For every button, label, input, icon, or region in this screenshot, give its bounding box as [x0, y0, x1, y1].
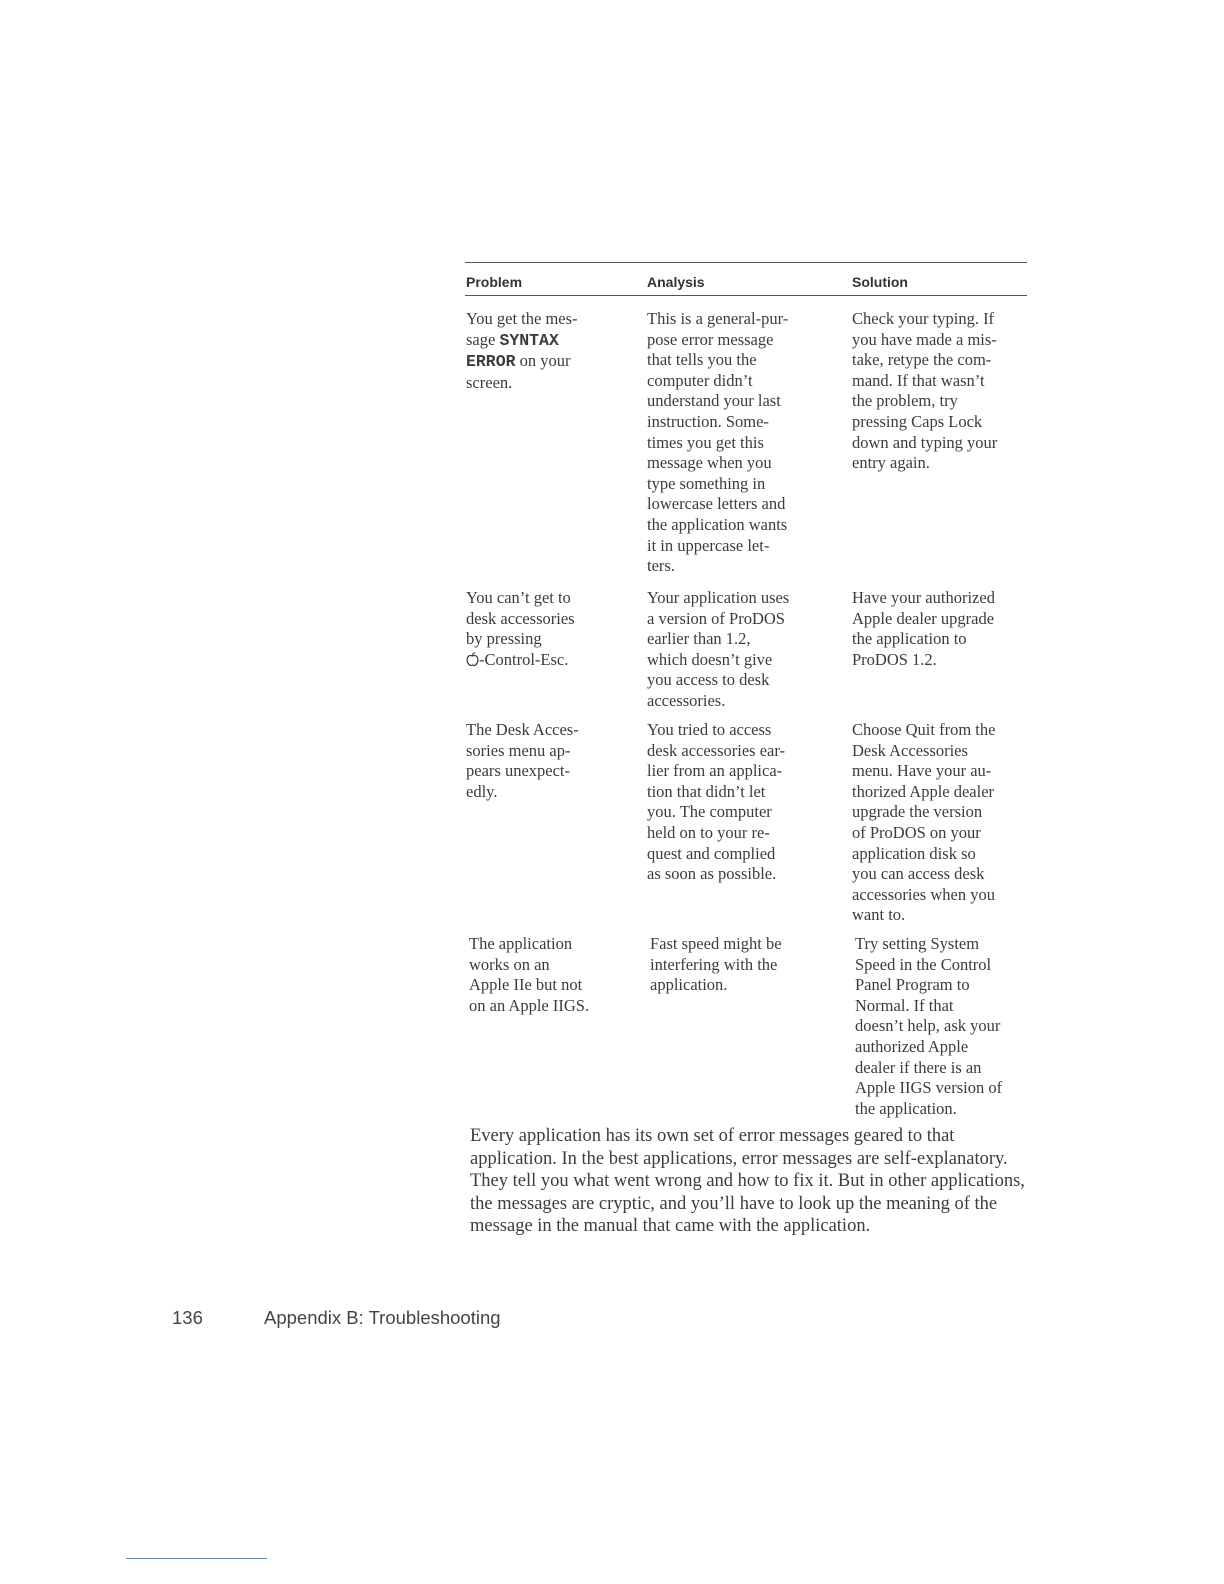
analysis-cell: Fast speed might be interfering with the application.	[650, 934, 782, 995]
solution-cell: Check your typing. If you have made a mis- take, retype the com- mand. If that wasn’t the problem, try pressing Caps Lock down and typing your entry again.	[852, 309, 998, 473]
table-header	[465, 263, 1027, 296]
header-solution: Solution	[852, 274, 908, 290]
table-row	[468, 934, 1027, 1124]
header-analysis: Analysis	[647, 274, 705, 290]
header-problem: Problem	[466, 274, 523, 290]
problem-cell: You get the mes- sage SYNTAX ERROR on your screen.	[466, 309, 578, 392]
table-row	[465, 309, 1027, 588]
problem-cell: You can’t get to desk accessories by pressing -Control-Esc.	[466, 588, 575, 669]
analysis-cell: Your application uses a version of ProDOS earlier than 1.2, which doesn’t give you access to desk accessories.	[647, 588, 790, 710]
body-paragraph: Every application has its own set of error messages geared to that application. In the best applications, error messages are self-explanatory. They tell you what went wrong and how to fix it. But in other applications, the messages are cryptic, and you’ll have to look up the meaning of the message in the manual that came with the application.	[470, 1126, 1025, 1236]
section-title: Appendix B: Troubleshooting	[264, 1307, 501, 1328]
table-row	[465, 588, 1027, 720]
analysis-cell: You tried to access desk accessories ear- lier from an applica- tion that didn’t let you. The computer held on to your re- quest and complied as soon as possible.	[647, 720, 786, 884]
solution-cell: Try setting System Speed in the Control Panel Program to Normal. If that doesn’t help, ask your authorized Apple dealer if there is an Apple IIGS version of the application.	[855, 934, 1003, 1118]
table-row	[465, 720, 1027, 934]
page-number: 136	[172, 1307, 203, 1328]
problem-cell: The application works on an Apple IIe but not on an Apple IIGS.	[469, 934, 590, 1015]
bottom-rule	[126, 1558, 267, 1559]
apple-command-icon	[466, 652, 479, 667]
troubleshooting-table	[465, 262, 1027, 1124]
analysis-cell: This is a general-pur- pose error message that tells you the computer didn’t understand your last instruction. Some- times you get this message when you type something in lowercase letters and the application wants it in uppercase let- ters.	[647, 309, 789, 576]
solution-cell: Have your authorized Apple dealer upgrade the application to ProDOS 1.2.	[852, 588, 995, 669]
problem-cell: The Desk Acces- sories menu ap- pears unexpect- edly.	[466, 720, 579, 801]
solution-cell: Choose Quit from the Desk Accessories menu. Have your au- thorized Apple dealer upgrade the version of ProDOS on your application disk so you can access desk accessories when you want to.	[852, 720, 996, 925]
